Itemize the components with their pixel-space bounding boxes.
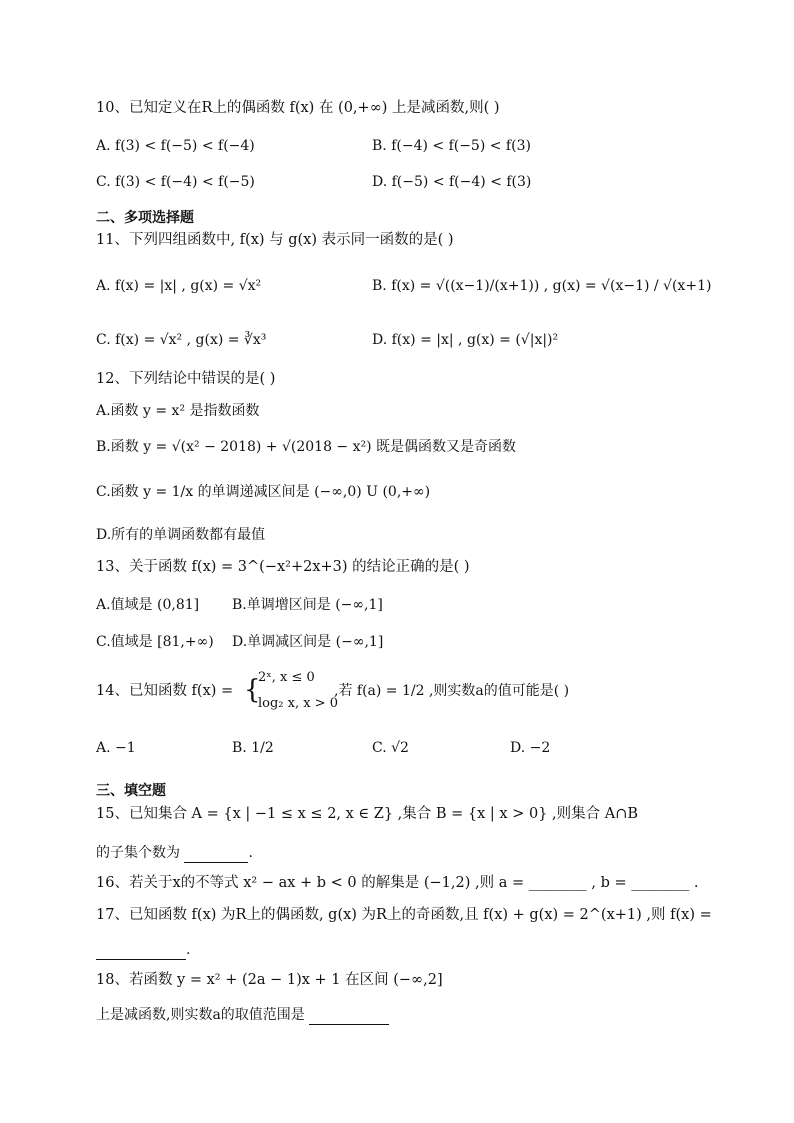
q10-option-b: B. f(−4) < f(−5) < f(3) [372,138,531,154]
q14-case-1: 2ˣ, x ≤ 0 [258,670,315,685]
section-heading-multiple-choice: 二、多项选择题 [96,210,194,226]
q10-option-a: A. f(3) < f(−5) < f(−4) [96,138,255,154]
q10-option-c: C. f(3) < f(−4) < f(−5) [96,174,255,190]
q14-option-c: C. √2 [372,740,409,756]
q15-line-2: 的子集个数为 . [96,845,253,861]
q15-text: 的子集个数为 [96,845,180,861]
q12-option-a: A.函数 y = x² 是指数函数 [96,403,260,419]
q14-option-b: B. 1/2 [232,740,274,756]
q11-option-c: C. f(x) = √x² , g(x) = ∛x³ [96,332,267,348]
q11-option-a: A. f(x) = |x| , g(x) = √x² [96,278,262,294]
q11-stem: 11、下列四组函数中, f(x) 与 g(x) 表示同一函数的是( ) [96,232,454,248]
q17-answer-blank[interactable] [96,945,186,960]
q15-answer-blank[interactable] [184,848,248,863]
q10-option-d: D. f(−5) < f(−4) < f(3) [372,174,532,190]
q14-stem-pre: 14、已知函数 f(x) = [96,683,234,699]
section-heading-fill-in: 三、填空题 [96,783,166,799]
q11-option-d: D. f(x) = |x| , g(x) = (√|x|)² [372,332,559,348]
q12-option-d: D.所有的单调函数都有最值 [96,527,266,543]
q12-option-b: B.函数 y = √(x² − 2018) + √(2018 − x²) 既是偶函数又是奇函数 [96,439,517,455]
q12-stem: 12、下列结论中错误的是( ) [96,371,276,387]
q12-option-c: C.函数 y = 1/x 的单调递减区间是 (−∞,0) U (0,+∞) [96,484,431,500]
q14-case-2: log₂ x, x > 0 [258,696,339,711]
q18-text: 上是减函数,则实数a的取值范围是 [96,1007,305,1023]
q15-line-1: 15、已知集合 A = {x | −1 ≤ x ≤ 2, x ∈ Z} ,集合 B = {x | x > 0} ,则集合 A∩B [96,806,639,822]
q16-stem: 16、若关于x的不等式 x² − ax + b < 0 的解集是 (−1,2) ,则 a = ________ , b = ________ . [96,875,699,891]
q14-stem-post: ,若 f(a) = 1/2 ,则实数a的值可能是( ) [334,683,570,699]
q18-answer-blank[interactable] [309,1010,389,1025]
q10-stem: 10、已知定义在R上的偶函数 f(x) 在 (0,+∞) 上是减函数,则( ) [96,100,500,116]
q14-option-d: D. −2 [510,740,551,756]
piecewise-brace: { [244,675,261,705]
q14-option-a: A. −1 [96,740,136,756]
q18-line-2 [96,1005,389,1025]
q18-line-1: 18、若函数 y = x² + (2a − 1)x + 1 在区间 (−∞,2] [96,972,443,988]
q17-line-1: 17、已知函数 f(x) 为R上的偶函数, g(x) 为R上的奇函数,且 f(x) + g(x) = 2^(x+1) ,则 f(x) = [96,907,712,923]
q13-option-c: C.值域是 [81,+∞) [96,634,214,650]
q13-stem: 13、关于函数 f(x) = 3^(−x²+2x+3) 的结论正确的是( ) [96,559,470,575]
q13-option-a: A.值域是 (0,81] [96,597,200,613]
q13-option-d: D.单调减区间是 (−∞,1] [232,634,384,650]
q13-option-b: B.单调增区间是 (−∞,1] [232,597,383,613]
q11-option-b: B. f(x) = √((x−1)/(x+1)) , g(x) = √(x−1) / √(x+1) [372,278,712,294]
q17-line-2: . [96,940,190,960]
